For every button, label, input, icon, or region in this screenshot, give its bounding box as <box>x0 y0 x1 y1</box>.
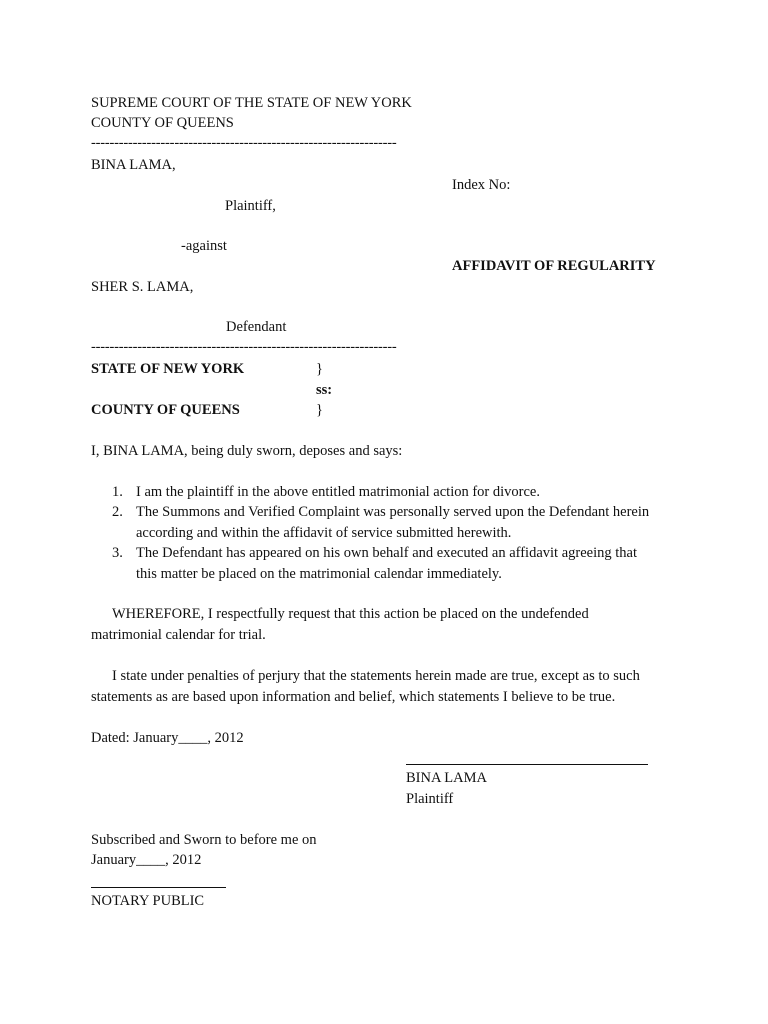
venue-brace-top: } <box>316 361 323 377</box>
notary-signature-line <box>91 887 226 888</box>
notary-statement: Subscribed and Sworn to before me on <box>91 832 317 848</box>
perjury-line: I state under penalties of perjury that the statements herein made are true, except as to such <box>112 668 640 684</box>
document-title: AFFIDAVIT OF REGULARITY <box>452 258 656 274</box>
venue-ss: ss: <box>316 382 333 398</box>
signer-name: BINA LAMA <box>406 770 487 786</box>
list-item-number: 1. <box>112 484 123 500</box>
dated-line: Dated: January____, 2012 <box>91 730 244 746</box>
list-item-line: I am the plaintiff in the above entitled matrimonial action for divorce. <box>136 484 540 500</box>
list-item-number: 2. <box>112 504 123 520</box>
venue-brace-bottom: } <box>316 402 323 418</box>
list-item-number: 3. <box>112 545 123 561</box>
against-label: -against <box>181 238 227 254</box>
venue-county: COUNTY OF QUEENS <box>91 402 240 418</box>
perjury-line: statements as are based upon information and belief, which statements I believe to be true. <box>91 689 616 705</box>
signature-line <box>406 764 648 765</box>
list-item-line: The Summons and Verified Complaint was personally served upon the Defendant herein <box>136 504 650 520</box>
list-item-line: The Defendant has appeared on his own behalf and executed an affidavit agreeing that <box>136 545 637 561</box>
plaintiff-role: Plaintiff, <box>225 198 276 214</box>
caption-rule-top: ------------------------------------------------------------------ <box>91 135 397 151</box>
list-item-line: according and within the affidavit of service submitted herewith. <box>136 525 512 541</box>
notary-title: NOTARY PUBLIC <box>91 893 205 909</box>
list-item-line: this matter be placed on the matrimonial calendar immediately. <box>136 566 502 582</box>
defendant-role: Defendant <box>226 319 287 335</box>
plaintiff-name: BINA LAMA, <box>91 157 176 173</box>
notary-date: January____, 2012 <box>91 852 202 868</box>
court-county: COUNTY OF QUEENS <box>91 115 234 131</box>
caption-rule-bottom: ------------------------------------------------------------------ <box>91 339 397 355</box>
wherefore-line: matrimonial calendar for trial. <box>91 627 266 643</box>
intro-statement: I, BINA LAMA, being duly sworn, deposes and says: <box>91 443 403 459</box>
defendant-name: SHER S. LAMA, <box>91 279 194 295</box>
index-number-label: Index No: <box>452 177 511 193</box>
venue-state: STATE OF NEW YORK <box>91 361 245 377</box>
wherefore-line: WHEREFORE, I respectfully request that this action be placed on the undefended <box>112 606 589 622</box>
signer-role: Plaintiff <box>406 791 454 807</box>
court-name: SUPREME COURT OF THE STATE OF NEW YORK <box>91 95 412 111</box>
